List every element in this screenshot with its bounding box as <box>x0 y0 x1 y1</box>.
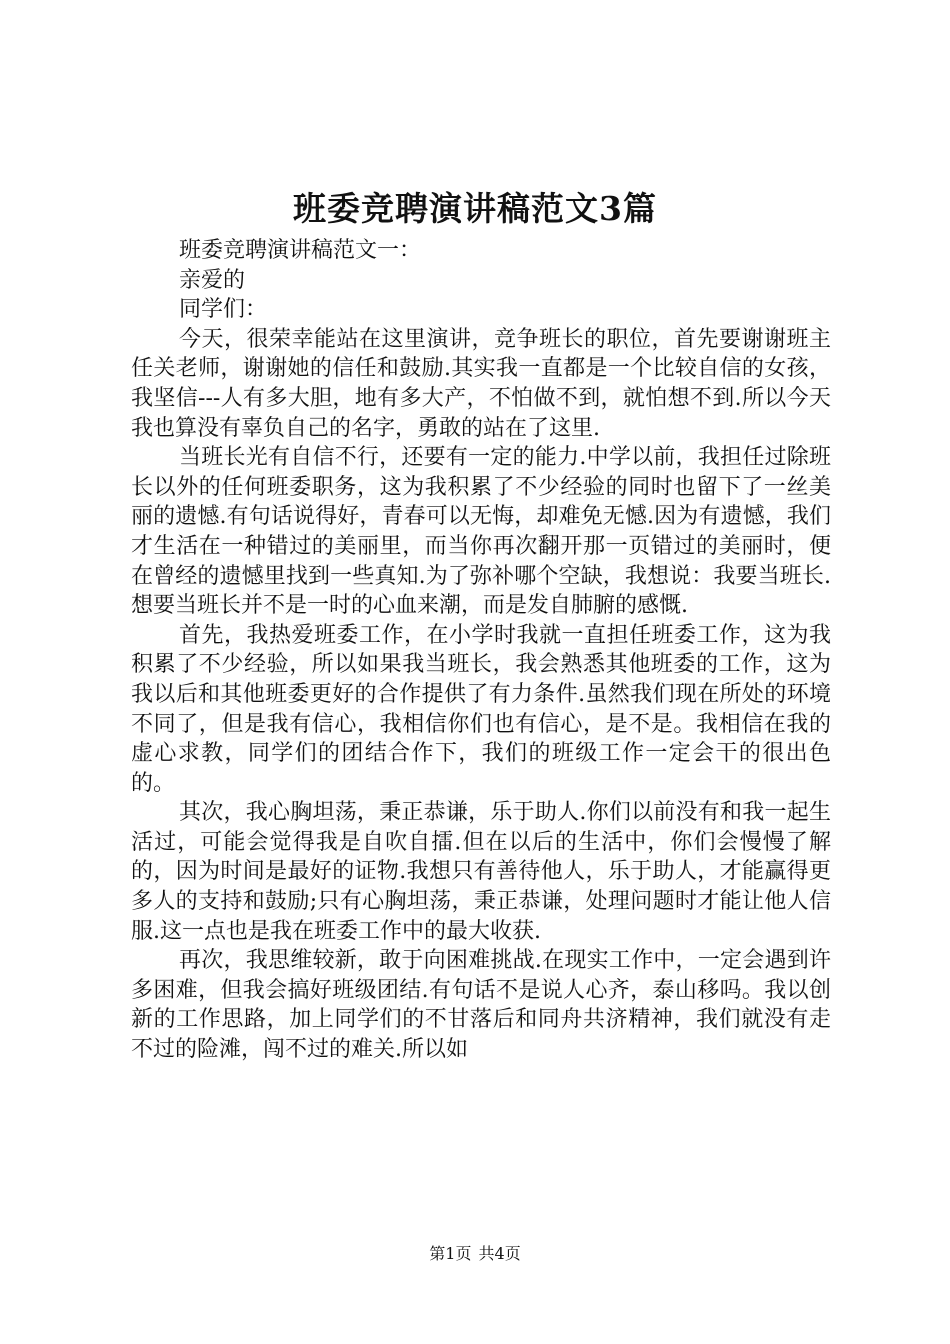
paragraph-third: 再次，我思维较新，敢于向困难挑战.在现实工作中，一定会遇到许多困难，但我会搞好班级团结.有句话不是说人心齐，泰山移吗。我以创新的工作思路，加上同学们的不甘落后和同舟共济精神，我们就没有走不过的险滩，闯不过的难关.所以如 <box>131 948 831 1063</box>
document-title: 班委竞聘演讲稿范文3篇 <box>293 189 657 228</box>
paragraph-intro: 今天，很荣幸能站在这里演讲，竞争班长的职位，首先要谢谢班主任关老师，谢谢她的信任和鼓励.其实我一直都是一个比较自信的女孩，我坚信---人有多大胆，地有多大产，不怕做不到，就怕想不到.所以今天我也算没有辜负自己的名字，勇敢的站在了这里. <box>131 326 831 441</box>
paragraph-first: 首先，我热爱班委工作，在小学时我就一直担任班委工作，这为我积累了不少经验，所以如果我当班长，我会熟悉其他班委的工作，这为我以后和其他班委更好的合作提供了有力条件.虽然我们现在所处的环境不同了，但是我有信心，我相信你们也有信心，是不是。我相信在我的虚心求教，同学们的团结合作下，我们的班级工作一定会干的很出色的。 <box>131 622 831 796</box>
page-footer <box>0 1243 950 1265</box>
page-total: 共4页 <box>478 1244 521 1263</box>
paragraph-second: 其次，我心胸坦荡，秉正恭谦，乐于助人.你们以前没有和我一起生活过，可能会觉得我是自吹自擂.但在以后的生活中，你们会慢慢了解的，因为时间是最好的证物.我想只有善待他人，乐于助人，才能赢得更多人的支持和鼓励;只有心胸坦荡，秉正恭谦，处理问题时才能让他人信服.这一点也是我在班委工作中的最大收获. <box>131 800 831 944</box>
paragraph-subtitle: 班委竞聘演讲稿范文一： <box>179 238 422 263</box>
paragraph-ability: 当班长光有自信不行，还要有一定的能力.中学以前，我担任过除班长以外的任何班委职务，这为我积累了不少经验的同时也留下了一丝美丽的遗憾.有句话说得好，青春可以无悔，却难免无憾.因为有遗憾，我们才生活在一种错过的美丽里，而当你再次翻开那一页错过的美丽时，便在曾经的遗憾里找到一些真知.为了弥补哪个空缺，我想说：我要当班长.想要当班长并不是一时的心血来潮，而是发自肺腑的感慨. <box>131 445 831 619</box>
paragraph-salutation-line1: 亲爱的 <box>179 267 246 293</box>
paragraph-salutation-line2: 同学们： <box>179 297 268 323</box>
page-number: 第1页 <box>429 1244 472 1263</box>
document-body <box>131 236 831 1065</box>
